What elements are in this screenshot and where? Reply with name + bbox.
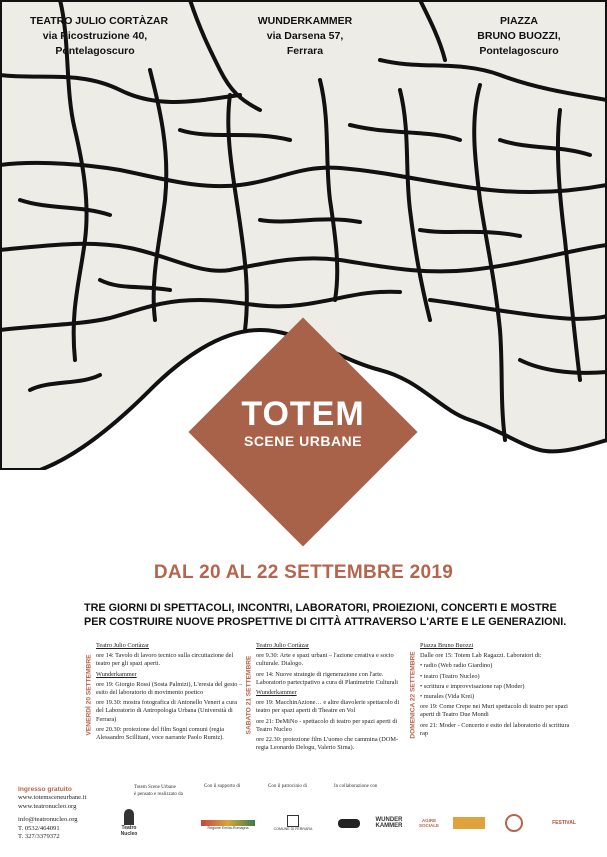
comune-ferrara-logo: COMUNE DI FERRARA <box>268 812 318 834</box>
festival-logo: FESTIVAL <box>552 820 576 826</box>
program-item: Dalle ore 15: Totem Lab Ragazzi. Laboratori di: <box>420 652 542 660</box>
venue-teatro-cortazar <box>30 14 169 59</box>
logo-subtitle: SCENE URBANE <box>243 433 362 449</box>
day-label-sunday: DOMENICA 22 SETTEMBRE <box>409 651 417 739</box>
credit-text: Totem Scene Urbane è pensato e realizzato da <box>134 785 183 797</box>
regione-logo: Regione Emilia-Romagna <box>200 812 256 834</box>
collab-heading: In collaborazione con <box>334 784 378 789</box>
venue-name: PIAZZA <box>500 15 538 27</box>
circle-logo <box>496 812 532 834</box>
patronage-heading: Con il patrocinio di <box>268 784 308 789</box>
program-item: • scrittura e improvvisazione rap (Moder) <box>420 682 525 690</box>
phone-1: T. 0532/464091 <box>18 824 60 832</box>
venue-address: via Ricostruzione 40, <box>42 30 148 42</box>
free-entry: Ingresso gratuito <box>18 786 72 793</box>
program-item: ore 22.30: proiezione film L'uomo che cammina (DOM- regia Leonardo Delogu, Valerio Sirna). <box>256 736 399 752</box>
program-saturday <box>256 642 406 754</box>
program-venue: Wunderkammer <box>96 670 137 678</box>
email[interactable]: info@teatronucleo.org <box>18 816 78 824</box>
program-item: • radio (Web radio Giardino) <box>420 662 493 670</box>
program-item: • teatro (Teatro Nucleo) <box>420 672 480 680</box>
program-item: ore 20.30: proiezione del film Sogni comuni (regia Alessandro Scillitani, voce narrante Paolo Rumiz). <box>96 725 225 742</box>
program-item: ore 21: Moder - Concerto e esito del laboratorio di scrittura rap <box>420 721 570 737</box>
teatro-nucleo-logo: Teatro Nucleo <box>118 806 140 840</box>
program-friday <box>96 642 244 744</box>
day-label-saturday: SABATO 21 SETTEMBRE <box>245 655 253 735</box>
program-venue: Teatro Julio Cortàzar <box>96 642 150 649</box>
program-item: ore 19: Giorgio Rossi (Sosta Palmizi), L'eresia del gesto – esito del laboratorio di movimento poetico <box>96 680 243 697</box>
program-venue: Teatro Julio Cortàzar <box>256 642 310 649</box>
phone-2: T. 327/3379372 <box>18 833 60 841</box>
venue-piazza-buozzi <box>460 14 578 59</box>
program-item: ore 9.30: Arte e spazi urbani – l'azione creativa e socio culturale. Dialogo. <box>256 652 394 668</box>
program-item: • murales (Vida Krei) <box>420 693 475 701</box>
venue-city: Pontelagoscuro <box>55 45 135 57</box>
venue-address: via Darsena 57, <box>266 30 344 42</box>
tagline-line-2: PER COSTRUIRE NUOVE PROSPETTIVE DI CITTÀ ATTRAVERSO L'ARTE E LE GENERAZIONI. <box>84 616 567 628</box>
website-nucleo[interactable]: www.teatronucleo.org <box>18 802 77 810</box>
tagline-line-1: TRE GIORNI DI SPETTACOLI, INCONTRI, LABORATORI, PROIEZIONI, CONCERTI E MOSTRE <box>84 602 557 614</box>
program-venue: Piazza Bruno Buozzi <box>420 642 474 649</box>
tagline <box>84 601 584 629</box>
venue-name: TEATRO JULIO CORTÀZAR <box>30 15 169 27</box>
program-item: ore 14: Nuove strategie di rigenerazione con l'arte. Laboratorio partecipativo a cura di Planimetrie Culturali <box>256 670 398 686</box>
venue-wunderkammer <box>240 14 370 59</box>
venue-city: Pontelagoscuro <box>479 45 559 57</box>
contact-info <box>18 786 86 841</box>
orange-logo <box>452 812 486 834</box>
wunderkammer-logo: WUNDER KAMMER <box>375 817 403 829</box>
support-heading: Con il supporto di <box>204 784 241 789</box>
program-item: ore 21: DeMiNo - spettacolo di teatro per spazi aperti di Teatro Nucleo <box>256 717 398 733</box>
venue-name: WUNDERKAMMER <box>257 15 353 27</box>
program-sunday <box>420 642 570 740</box>
day-label-friday: VENERDÌ 20 SETTEMBRE <box>85 654 93 736</box>
dog-logo <box>334 812 364 834</box>
program-item: ore 14: Tavolo di lavoro tecnico sulla circuitazione del teatro per gli spazi aperti. <box>96 652 234 668</box>
program-item: ore 19: Come Crepe nei Muri spettacolo di teatro per spazi aperti di Teatro Due Mondi <box>420 703 568 719</box>
program-venue: Wunderkammer <box>256 689 297 697</box>
venue-address: BRUNO BUOZZI, <box>477 30 561 42</box>
agire-sociale-logo: AGIRE SOCIALE <box>418 818 439 828</box>
program-item: ore 19.30: mostra fotografica di Antonello Veneri a cura del Laboratorio di Antropologia Urbana (Università di Ferrara) <box>96 699 237 723</box>
logo-title: TOTEM <box>241 395 365 433</box>
website-totem[interactable]: www.totemsceneurbane.it <box>18 794 87 802</box>
venue-city: Ferrara <box>286 45 324 57</box>
event-dates: DAL 20 AL 22 SETTEMBRE 2019 <box>153 562 454 583</box>
program-item: ore 19: MacchinAzione… e altre diavolerie spettacolo di teatro per spazi aperti di Theatre en Vol <box>256 699 400 715</box>
